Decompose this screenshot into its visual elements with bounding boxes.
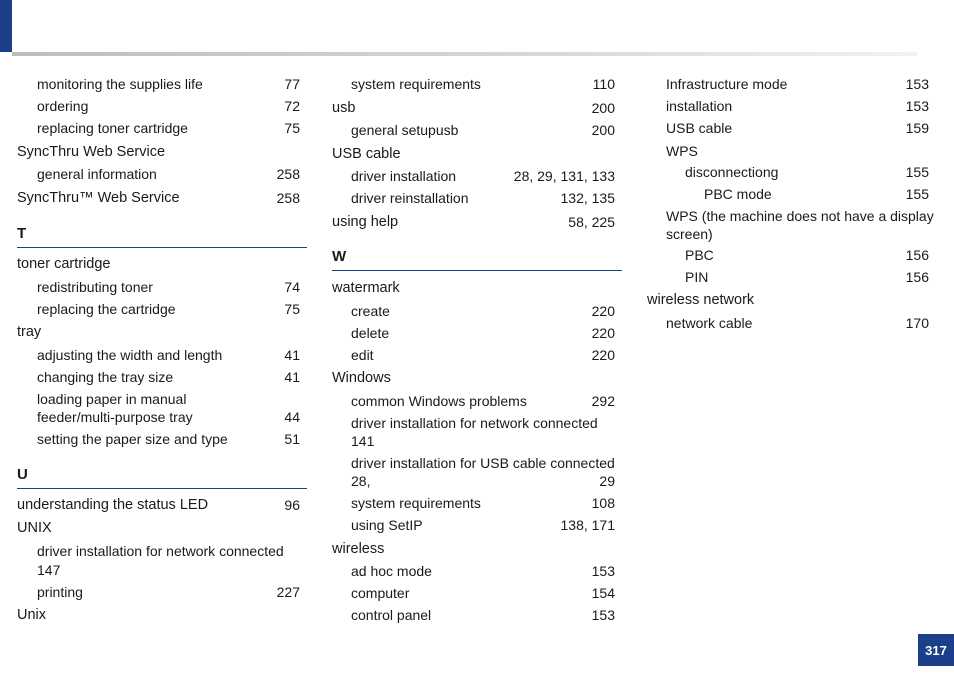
- index-entry: redistributing toner: [37, 279, 153, 295]
- page-ref[interactable]: 156: [905, 247, 929, 263]
- index-entry: disconnectiong: [685, 164, 779, 180]
- page-ref[interactable]: 96: [284, 497, 300, 513]
- page-ref[interactable]: 28, 29, 131, 133: [513, 168, 615, 184]
- index-entry: driver installation for USB cable connected: [351, 455, 615, 471]
- page-ref[interactable]: 258: [276, 190, 300, 206]
- index-entry: network cable: [666, 315, 753, 331]
- section-rule: [17, 247, 307, 248]
- page-ref[interactable]: 110: [592, 76, 615, 92]
- page-ref[interactable]: 258: [276, 166, 300, 182]
- index-entry: installation: [666, 98, 733, 114]
- index-main-entry: understanding the status LED: [17, 497, 209, 513]
- page-ref[interactable]: 72: [284, 98, 300, 114]
- index-entry: PBC mode: [704, 186, 772, 202]
- page-ref[interactable]: 154: [591, 585, 615, 601]
- page-ref[interactable]: 170: [905, 315, 929, 331]
- page-ref[interactable]: 138, 171: [560, 517, 615, 533]
- index-entry: PBC: [685, 247, 714, 263]
- page-ref[interactable]: 141: [351, 433, 375, 449]
- index-entry: common Windows problems: [351, 393, 527, 409]
- index-entry: replacing toner cartridge: [37, 120, 188, 136]
- page-ref[interactable]: 153: [905, 76, 929, 92]
- index-entry: delete: [351, 325, 390, 341]
- page-ref[interactable]: 74: [284, 279, 300, 295]
- index-entry: WPS: [666, 143, 698, 159]
- index-entry: computer: [351, 585, 410, 601]
- page-ref[interactable]: 77: [284, 76, 300, 92]
- index-entry: general setupusb: [351, 122, 459, 138]
- index-entry: printing: [37, 584, 83, 600]
- page-ref[interactable]: 75: [284, 301, 300, 317]
- index-main-entry: usb: [332, 100, 356, 116]
- section-letter: U: [17, 466, 28, 483]
- index-entry: loading paper in manual: [37, 391, 187, 407]
- section-letter: T: [17, 225, 27, 242]
- index-entry: driver installation for network connected: [37, 543, 284, 559]
- index-entry: adjusting the width and length: [37, 347, 223, 363]
- index-main-entry: Unix: [17, 607, 47, 623]
- index-main-entry: tray: [17, 324, 42, 340]
- index-main-entry: SyncThru™ Web Service: [17, 190, 180, 206]
- header-rule: [12, 52, 917, 56]
- index-entry: feeder/multi-purpose tray: [37, 409, 193, 425]
- page-ref[interactable]: 41: [284, 347, 300, 363]
- page-number-badge: [918, 634, 954, 666]
- page-ref[interactable]: 153: [905, 98, 929, 114]
- section-rule: [332, 270, 622, 271]
- page-ref[interactable]: 28,: [351, 473, 371, 489]
- index-entry: using SetIP: [351, 517, 423, 533]
- index-entry: system requirements: [351, 76, 481, 92]
- index-entry: ad hoc mode: [351, 563, 432, 579]
- index-entry: driver installation: [351, 168, 457, 184]
- index-entry: monitoring the supplies life: [37, 76, 203, 92]
- page-ref[interactable]: 159: [905, 120, 929, 136]
- index-entry: replacing the cartridge: [37, 301, 176, 317]
- index-main-entry: Windows: [332, 370, 391, 386]
- index-entry: driver reinstallation: [351, 190, 469, 206]
- index-entry: edit: [351, 347, 374, 363]
- index-entry: changing the tray size: [37, 369, 174, 385]
- index-entry: general information: [37, 166, 157, 182]
- page-ref[interactable]: 108: [591, 495, 615, 511]
- chapter-edge-tab: [0, 0, 12, 52]
- index-main-entry: UNIX: [17, 520, 52, 536]
- index-main-entry: toner cartridge: [17, 256, 111, 272]
- index-entry: create: [351, 303, 390, 319]
- index-entry: system requirements: [351, 495, 481, 511]
- page-number: 317: [925, 642, 947, 658]
- page-ref[interactable]: 75: [284, 120, 300, 136]
- page-ref[interactable]: 58, 225: [568, 214, 615, 230]
- page-ref[interactable]: 153: [591, 563, 615, 579]
- page-ref[interactable]: 220: [591, 325, 615, 341]
- index-entry: control panel: [351, 607, 432, 623]
- index-entry: setting the paper size and type: [37, 431, 228, 447]
- index-entry: ordering: [37, 98, 89, 114]
- index-main-entry: wireless: [332, 541, 385, 557]
- index-main-entry: SyncThru Web Service: [17, 144, 166, 160]
- page-ref[interactable]: 132, 135: [560, 190, 615, 206]
- page-ref[interactable]: 29: [599, 473, 615, 489]
- page-ref[interactable]: 220: [591, 303, 615, 319]
- page-ref[interactable]: 51: [284, 431, 300, 447]
- index-main-entry: watermark: [332, 280, 400, 296]
- section-letter: W: [332, 248, 347, 265]
- section-rule: [17, 488, 307, 489]
- page-ref[interactable]: 155: [905, 186, 929, 202]
- index-entry: driver installation for network connected: [351, 415, 598, 431]
- index-entry: WPS (the machine does not have a display: [666, 208, 934, 224]
- page-ref[interactable]: 220: [591, 347, 615, 363]
- page-ref[interactable]: 41: [284, 369, 300, 385]
- index-entry: PIN: [685, 269, 709, 285]
- page-ref[interactable]: 147: [37, 562, 61, 578]
- page-ref[interactable]: 44: [284, 409, 300, 425]
- index-entry: screen): [666, 226, 713, 242]
- index-entry: USB cable: [666, 120, 733, 136]
- page-ref[interactable]: 155: [905, 164, 929, 180]
- index-main-entry: wireless network: [647, 292, 755, 308]
- index-main-entry: using help: [332, 214, 399, 230]
- page-ref[interactable]: 153: [591, 607, 615, 623]
- page-ref[interactable]: 292: [591, 393, 615, 409]
- page-ref[interactable]: 227: [276, 584, 300, 600]
- index-entry: Infrastructure mode: [666, 76, 788, 92]
- page-ref[interactable]: 200: [591, 122, 615, 138]
- index-main-entry: USB cable: [332, 146, 401, 162]
- page-ref[interactable]: 156: [905, 269, 929, 285]
- page-ref[interactable]: 200: [591, 100, 615, 116]
